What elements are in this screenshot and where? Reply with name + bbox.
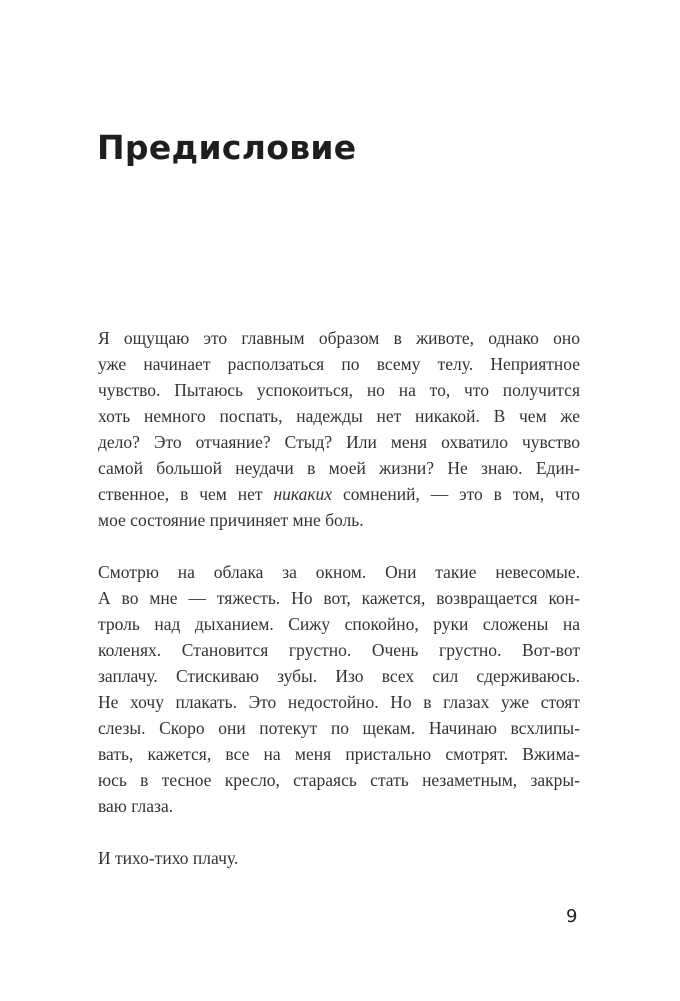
text-line: вать, кажется, все на меня пристально смотрят. Вжима- [98,744,580,764]
text-line: А во мне — тяжесть. Но вот, кажется, возвращается кон- [98,588,580,608]
text-line: слезы. Скоро они потекут по щекам. Начинаю всхлипы- [98,718,580,738]
text-line: Я ощущаю это главным образом в животе, однако оно [98,328,580,348]
text-line: мое состояние причиняет мне боль. [98,510,364,530]
text-line: Смотрю на облака за окном. Они такие невесомые. [98,562,580,582]
text-line: заплачу. Стискиваю зубы. Изо всех сил сдерживаюсь. [98,666,580,686]
text-line: юсь в тесное кресло, стараясь стать незаметным, закры- [98,770,580,790]
text-line: троль над дыханием. Сижу спокойно, руки сложены на [98,614,580,634]
text-line: ваю глаза. [98,796,174,816]
text-line: самой большой неудачи в моей жизни? Не знаю. Един- [98,458,580,478]
text-line: хоть немного поспать, надежды нет никакой. В чем же [98,406,580,426]
text-line: И тихо-тихо плачу. [98,848,239,868]
text-line: дело? Это отчаяние? Стыд? Или меня охватило чувство [98,432,580,452]
text-line: чувство. Пытаюсь успокоиться, но на то, что получится [98,380,580,400]
text-line: уже начинает расползаться по всему телу. Неприятное [98,354,580,374]
text-line [98,481,580,507]
paragraph-2 [98,559,580,819]
text-segment: сомнений, — это в том, что [332,484,580,504]
chapter-title: Предисловие [97,128,357,167]
text-line: Не хочу плакать. Это недостойно. Но в глазах уже стоят [98,692,580,712]
emphasized-word: никаких [273,484,333,504]
page-number: 9 [566,906,578,927]
text-segment: ственное, в чем нет [98,484,274,504]
text-line: коленях. Становится грустно. Очень грустно. Вот-вот [98,640,580,660]
paragraph-3 [98,845,580,871]
paragraph-1 [98,325,580,533]
